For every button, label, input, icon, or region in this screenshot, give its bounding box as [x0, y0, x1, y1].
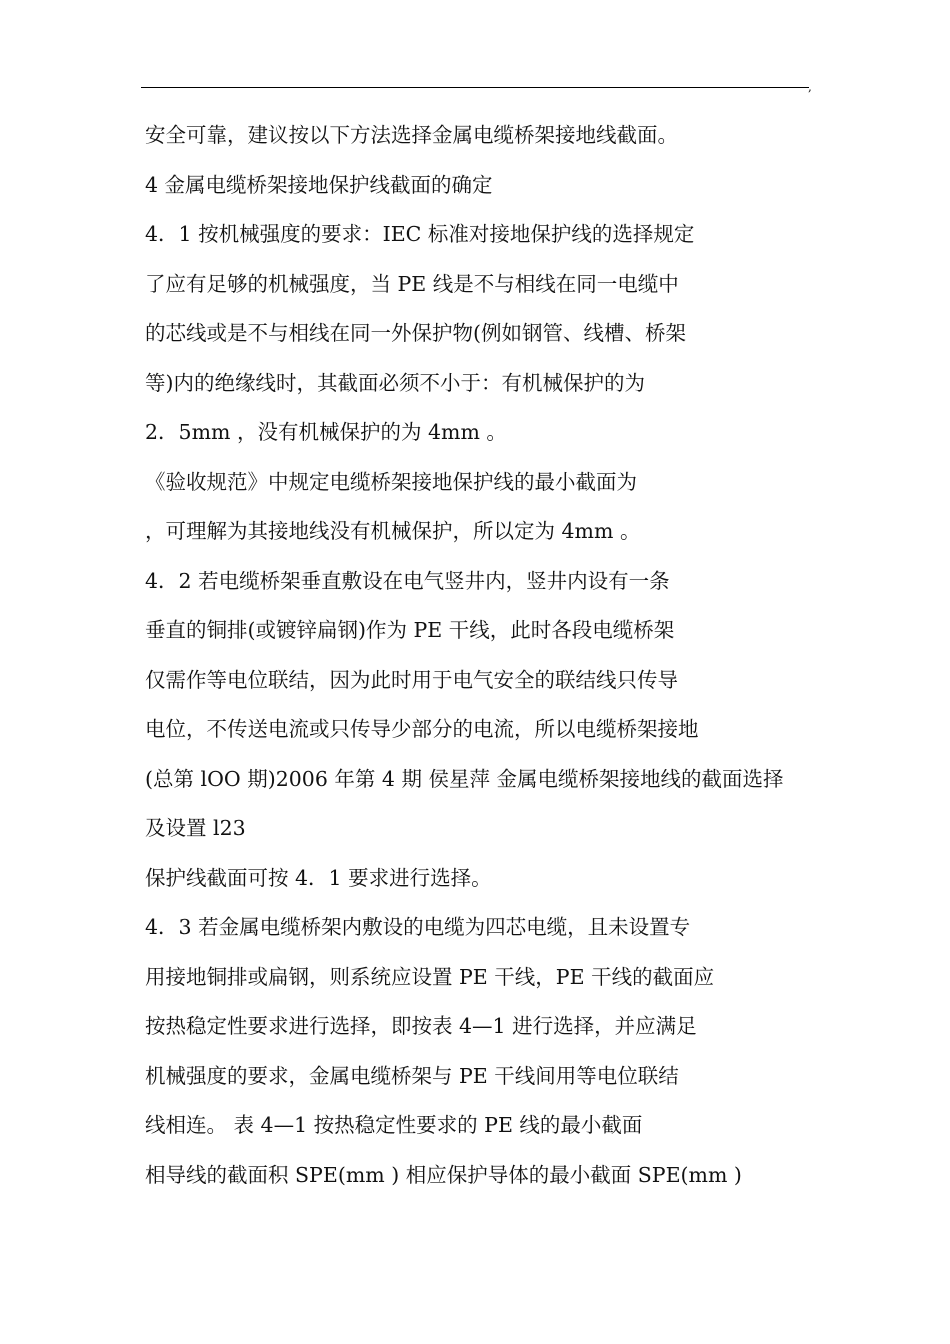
- text-line: 的芯线或是不与相线在同一外保护物(例如钢管、线槽、桥架: [145, 321, 686, 345]
- text-line: 《验收规范》中规定电缆桥架接地保护线的最小截面为: [145, 469, 637, 494]
- text-line: 机械强度的要求，金属电缆桥架与 PE 干线间用等电位联结: [145, 1063, 679, 1088]
- text-line: 电位，不传送电流或只传导少部分的电流，所以电缆桥架接地: [145, 717, 699, 741]
- text-line: 垂直的铜排(或镀锌扁钢)作为 PE 干线，此时各段电缆桥架: [145, 618, 675, 642]
- text-line: 安全可靠，建议按以下方法选择金属电缆桥架接地线截面。: [145, 123, 678, 147]
- section-heading: 4 金属电缆桥架接地保护线截面的确定: [145, 172, 493, 197]
- text-line: 了应有足够的机械强度，当 PE 线是不与相线在同一电缆中: [145, 271, 679, 296]
- text-line: 4．3 若金属电缆桥架内敷设的电缆为四芯电缆，且未设置专: [145, 915, 691, 939]
- table-header-line: 相导线的截面积 SPE(mm ) 相应保护导体的最小截面 SPE(mm ): [145, 1162, 742, 1187]
- text-line: 2．5mm ，没有机械保护的为 4mm 。: [145, 420, 507, 444]
- text-line: 仅需作等电位联结，因为此时用于电气安全的联结线只传导: [145, 667, 678, 692]
- text-line: 等)内的绝缘线时，其截面必须不小于：有机械保护的为: [145, 370, 645, 395]
- journal-citation-line: (总第 lOO 期)2006 年第 4 期 侯星萍 金属电缆桥架接地线的截面选择: [145, 766, 784, 791]
- text-line: 用接地铜排或扁钢，则系统应设置 PE 干线，PE 干线的截面应: [145, 964, 715, 989]
- text-line: 4．1 按机械强度的要求：IEC 标准对接地保护线的选择规定: [145, 222, 695, 246]
- header-rule: [141, 87, 809, 88]
- text-line: 按热稳定性要求进行选择，即按表 4—1 进行选择，并应满足: [145, 1014, 697, 1038]
- journal-citation-line: 及设置 l23: [145, 816, 246, 840]
- body-text: [145, 115, 825, 1204]
- text-line: 4．2 若电缆桥架垂直敷设在电气竖井内，竖井内设有一条: [145, 568, 670, 593]
- text-line: ，可理解为其接地线没有机械保护，所以定为 4mm 。: [145, 519, 641, 543]
- table-caption-line: 线相连。 表 4—1 按热稳定性要求的 PE 线的最小截面: [145, 1113, 643, 1137]
- text-line: 保护线截面可按 4．1 要求进行选择。: [145, 865, 492, 890]
- header-mark: ,: [808, 80, 812, 94]
